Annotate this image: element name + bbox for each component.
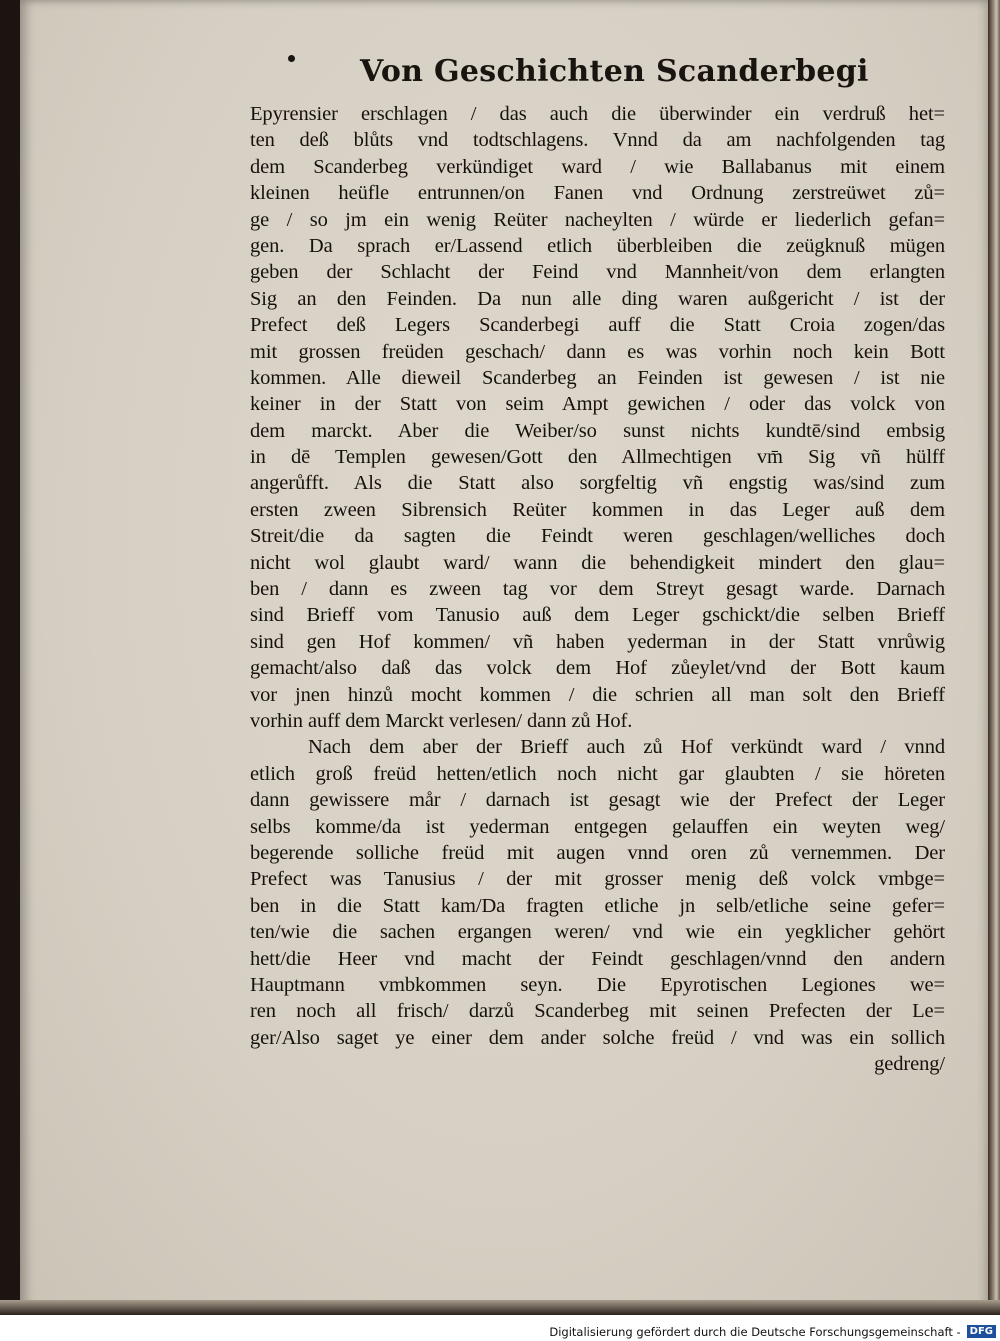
text-line: dem marckt. Aber die Weiber/so sunst nichts kundtē/sind embsig [250,419,945,442]
text-line: selbs komme/da ist yederman entgegen gelauffen ein weyten weg/ [250,815,945,838]
text-line: ben / dann es zween tag vor dem Streyt gesagt warde. Darnach [250,578,945,601]
dfg-logo-icon: DFG [967,1325,996,1338]
text-line: Streit/die da sagten die Feindt weren geschlagen/welliches doch [250,525,945,548]
text-line: gemacht/also daß das volck dem Hof zůeylet/vnd der Bott kaum [250,657,945,680]
text-line: mit grossen freüden geschach/ dann es was vorhin noch kein Bott [250,340,945,363]
footer-text: Digitalisierung gefördert durch die Deutsche Forschungsgemeinschaft - [549,1324,961,1339]
text-line: Hauptmann vmbkommen seyn. Die Epyrotischen Legiones we= [250,973,945,996]
text-line: ten deß blůts vnd todtschlagens. Vnnd da am nachfolgenden tag [250,129,945,152]
page-edge-right [988,0,1000,1315]
text-line: Nach dem aber der Brieff auch zů Hof verkündt ward / vnnd [308,736,945,759]
text-line: begerende solliche freüd mit augen vnnd oren zů vernemmen. Der [250,841,945,864]
text-line: sind gen Hof kommen/ vñ haben yederman in der Statt vnrůwig [250,630,945,653]
text-line: Sig an den Feinden. Da nun alle ding waren außgericht / ist der [250,287,945,310]
text-line: nicht wol glaubt ward/ wann die behendigkeit mindert den glau= [250,551,945,574]
body-text [250,101,945,1077]
text-line: gen. Da sprach er/Lassend etlich überbleiben die zeügknuß mügen [250,234,945,257]
text-line: sind Brieff vom Tanusio auß dem Leger gschickt/die selben Brieff [250,604,945,627]
text-line: angerůfft. Als die Statt also sorgfeltig vñ engstig was/sind zum [250,472,945,495]
text-line: dann gewissere mår / darnach ist gesagt wie der Prefect der Leger [250,789,945,812]
text-line: kleinen heüfle entrunnen/on Fanen vnd Ordnung zerstreüwet zů= [250,182,945,205]
book-page [20,0,988,1315]
text-line: ben in die Statt kam/Da fragten etliche jn selb/etliche seine gefer= [250,894,945,917]
text-line: ten/wie die sachen ergangen weren/ vnd wie ein yegklicher gehört [250,921,945,944]
text-line: Prefect was Tanusius / der mit grosser menig deß volck vmbge= [250,868,945,891]
text-line: vor jnen hinzů mocht kommen / die schrien all man solt den Brieff [250,683,945,706]
text-line: Prefect deß Legers Scanderbegi auff die Statt Croia zogen/das [250,314,945,337]
text-line: in dē Templen gewesen/Gott den Allmechtigen vm̄ Sig vñ hülff [250,446,945,469]
ink-dot [288,55,295,62]
text-line: vorhin auff dem Marckt verlesen/ dann zů Hof. [250,709,633,732]
digitization-footer [549,1322,1000,1341]
text-line: ersten zween Sibrensich Reüter kommen in das Leger auß dem [250,498,945,521]
text-line: geben der Schlacht der Feind vnd Mannheit/von dem erlangten [250,261,945,284]
text-line: kommen. Alle dieweil Scanderbeg an Feinden ist gewesen / ist nie [250,366,945,389]
text-line: ge / so jm ein wenig Reüter nacheylten / würde er liederlich gefan= [250,208,945,231]
page-edge-bottom [0,1300,1000,1315]
text-line: ren noch all frisch/ darzů Scanderbeg mit seinen Prefecten der Le= [250,1000,945,1023]
text-line: dem Scanderbeg verkündiget ward / wie Ballabanus mit einem [250,155,945,178]
text-line: Epyrensier erschlagen / das auch die überwinder ein verdruß het= [250,103,945,125]
text-line: keiner in der Statt von seim Ampt gewichen / oder das volck von [250,393,945,416]
running-head: Von Geschichten Scanderbegi [360,54,869,89]
text-line: gedreng/ [874,1053,945,1076]
text-line: ger/Also saget ye einer dem ander solche freüd / vnd was ein sollich [250,1026,945,1049]
text-line: etlich groß freüd hetten/etlich noch nicht gar glaubten / sie höreten [250,762,945,785]
text-line: hett/die Heer vnd macht der Feindt geschlagen/vnnd den andern [250,947,945,970]
